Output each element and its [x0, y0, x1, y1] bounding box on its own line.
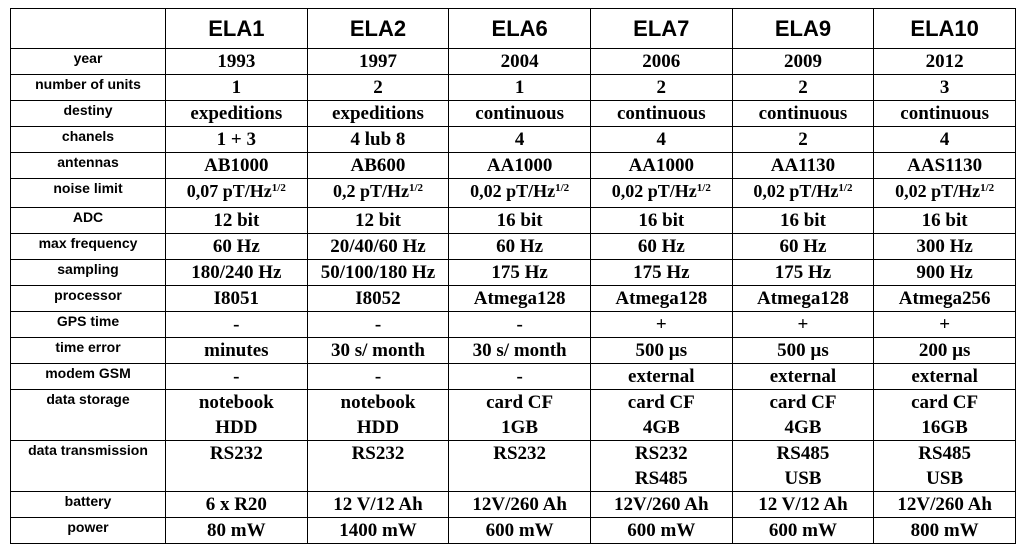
table-cell: +	[732, 312, 874, 338]
row-label: chanels	[11, 127, 166, 153]
table-cell: 50/100/180 Hz	[307, 260, 449, 286]
table-cell: RS485 USB	[732, 441, 874, 492]
table-cell: 175 Hz	[590, 260, 732, 286]
table-row	[11, 75, 1016, 101]
table-cell: Atmega128	[590, 286, 732, 312]
row-label: ADC	[11, 208, 166, 234]
table-cell	[449, 179, 591, 208]
column-header-ela7: ELA7	[590, 9, 732, 49]
exponent: 1/2	[271, 181, 286, 194]
row-label: year	[11, 49, 166, 75]
table-cell: 2	[732, 75, 874, 101]
table-cell: card CF 4GB	[590, 390, 732, 441]
table-cell: 175 Hz	[732, 260, 874, 286]
row-label: data transmission	[11, 441, 166, 492]
table-cell: notebook HDD	[166, 390, 308, 441]
corner-cell	[11, 9, 166, 49]
table-cell: continuous	[449, 101, 591, 127]
row-label: time error	[11, 338, 166, 364]
row-label: noise limit	[11, 179, 166, 208]
table-cell: 60 Hz	[732, 234, 874, 260]
table-cell: 300 Hz	[874, 234, 1016, 260]
table-row	[11, 441, 1016, 492]
table-row	[11, 127, 1016, 153]
table-row	[11, 518, 1016, 544]
table-cell: 60 Hz	[590, 234, 732, 260]
table-cell: 4 lub 8	[307, 127, 449, 153]
table-cell: continuous	[732, 101, 874, 127]
table-cell: 80 mW	[166, 518, 308, 544]
table-cell: 2	[307, 75, 449, 101]
table-cell: 4	[449, 127, 591, 153]
table-cell: 600 mW	[449, 518, 591, 544]
table-cell: 16 bit	[732, 208, 874, 234]
table-cell: RS232 RS485	[590, 441, 732, 492]
table-cell: 600 mW	[732, 518, 874, 544]
table-row	[11, 208, 1016, 234]
table-row	[11, 312, 1016, 338]
table-cell: 1	[166, 75, 308, 101]
table-cell: 600 mW	[590, 518, 732, 544]
table-cell: 20/40/60 Hz	[307, 234, 449, 260]
row-label: processor	[11, 286, 166, 312]
cell-value: 0,02 pT/Hz	[753, 181, 839, 201]
table-cell: -	[166, 364, 308, 390]
table-cell: external	[590, 364, 732, 390]
table-row	[11, 286, 1016, 312]
column-header-ela1: ELA1	[166, 9, 308, 49]
table-row	[11, 260, 1016, 286]
table-cell: +	[874, 312, 1016, 338]
exponent: 1/2	[696, 181, 711, 194]
table-cell: 2004	[449, 49, 591, 75]
table-cell: 200 µs	[874, 338, 1016, 364]
table-cell: AA1000	[590, 153, 732, 179]
table-row	[11, 101, 1016, 127]
table-cell: 1997	[307, 49, 449, 75]
table-cell: 800 mW	[874, 518, 1016, 544]
exponent: 1/2	[408, 181, 424, 194]
table-cell: Atmega256	[874, 286, 1016, 312]
table-cell: I8052	[307, 286, 449, 312]
table-row	[11, 492, 1016, 518]
table-cell	[307, 179, 449, 208]
table-cell: 2009	[732, 49, 874, 75]
column-header-ela9: ELA9	[732, 9, 874, 49]
table-cell: external	[874, 364, 1016, 390]
table-cell: I8051	[166, 286, 308, 312]
table-row	[11, 153, 1016, 179]
table-cell: 12 V/12 Ah	[307, 492, 449, 518]
table-cell: 30 s/ month	[307, 338, 449, 364]
table-cell: continuous	[590, 101, 732, 127]
table-cell: Atmega128	[449, 286, 591, 312]
table-row	[11, 338, 1016, 364]
table-cell: 1400 mW	[307, 518, 449, 544]
table-cell: 6 x R20	[166, 492, 308, 518]
table-cell: expeditions	[307, 101, 449, 127]
cell-value: 0,02 pT/Hz	[470, 181, 556, 201]
table-cell: 16 bit	[874, 208, 1016, 234]
table-cell	[166, 179, 308, 208]
ela-comparison-table	[10, 8, 1016, 544]
table-cell: 2	[590, 75, 732, 101]
table-cell	[732, 179, 874, 208]
column-header-ela10: ELA10	[874, 9, 1016, 49]
row-label: data storage	[11, 390, 166, 441]
table-cell: -	[307, 312, 449, 338]
cell-value: 0,02 pT/Hz	[611, 181, 697, 201]
column-header-ela6: ELA6	[449, 9, 591, 49]
exponent: 1/2	[838, 181, 853, 194]
table-cell: AB1000	[166, 153, 308, 179]
table-cell: 4	[874, 127, 1016, 153]
table-cell: AAS1130	[874, 153, 1016, 179]
column-header-ela2: ELA2	[307, 9, 449, 49]
table-cell: 16 bit	[449, 208, 591, 234]
table-cell: 16 bit	[590, 208, 732, 234]
table-cell: 2006	[590, 49, 732, 75]
table-cell: AA1000	[449, 153, 591, 179]
row-label: GPS time	[11, 312, 166, 338]
table-cell: 12V/260 Ah	[590, 492, 732, 518]
table-cell: 180/240 Hz	[166, 260, 308, 286]
table-cell	[874, 179, 1016, 208]
table-cell: +	[590, 312, 732, 338]
row-label: sampling	[11, 260, 166, 286]
table-cell: 30 s/ month	[449, 338, 591, 364]
row-label: max frequency	[11, 234, 166, 260]
table-cell: 60 Hz	[166, 234, 308, 260]
table-cell: 4	[590, 127, 732, 153]
row-label: power	[11, 518, 166, 544]
table-cell: AA1130	[732, 153, 874, 179]
table-cell: 12 bit	[166, 208, 308, 234]
table-cell: RS232	[166, 441, 308, 492]
table-cell: continuous	[874, 101, 1016, 127]
table-row	[11, 234, 1016, 260]
table-cell: 12V/260 Ah	[449, 492, 591, 518]
table-cell: card CF 16GB	[874, 390, 1016, 441]
table-cell	[590, 179, 732, 208]
table-cell: card CF 1GB	[449, 390, 591, 441]
table-cell: 500 µs	[590, 338, 732, 364]
table-cell: AB600	[307, 153, 449, 179]
row-label: modem GSM	[11, 364, 166, 390]
table-cell: 900 Hz	[874, 260, 1016, 286]
table-cell: external	[732, 364, 874, 390]
table-cell: -	[449, 364, 591, 390]
table-cell: card CF 4GB	[732, 390, 874, 441]
header-row	[11, 9, 1016, 49]
table-row	[11, 49, 1016, 75]
row-label: number of units	[11, 75, 166, 101]
table-cell: RS232	[449, 441, 591, 492]
table-cell: notebook HDD	[307, 390, 449, 441]
exponent: 1/2	[555, 181, 570, 194]
row-label: battery	[11, 492, 166, 518]
table-cell: 1993	[166, 49, 308, 75]
table-row	[11, 390, 1016, 441]
table-cell: 2	[732, 127, 874, 153]
table-cell: 2012	[874, 49, 1016, 75]
cell-value: 0,2 pT/Hz	[332, 181, 409, 201]
table-cell: expeditions	[166, 101, 308, 127]
cell-value: 0,07 pT/Hz	[186, 181, 272, 201]
table-cell: 12 bit	[307, 208, 449, 234]
table-cell: 175 Hz	[449, 260, 591, 286]
row-label: antennas	[11, 153, 166, 179]
table-cell: RS485 USB	[874, 441, 1016, 492]
table-cell: 1	[449, 75, 591, 101]
table-cell: RS232	[307, 441, 449, 492]
table-cell: 12 V/12 Ah	[732, 492, 874, 518]
cell-value: 0,02 pT/Hz	[895, 181, 981, 201]
table-cell: 1 + 3	[166, 127, 308, 153]
table-body	[11, 49, 1016, 544]
table-cell: Atmega128	[732, 286, 874, 312]
table-cell: -	[166, 312, 308, 338]
table-row	[11, 364, 1016, 390]
table-row	[11, 179, 1016, 208]
table-cell: minutes	[166, 338, 308, 364]
table-cell: 60 Hz	[449, 234, 591, 260]
table-cell: -	[307, 364, 449, 390]
table-cell: 3	[874, 75, 1016, 101]
row-label: destiny	[11, 101, 166, 127]
exponent: 1/2	[980, 181, 995, 194]
table-cell: 500 µs	[732, 338, 874, 364]
table-cell: -	[449, 312, 591, 338]
table-cell: 12V/260 Ah	[874, 492, 1016, 518]
